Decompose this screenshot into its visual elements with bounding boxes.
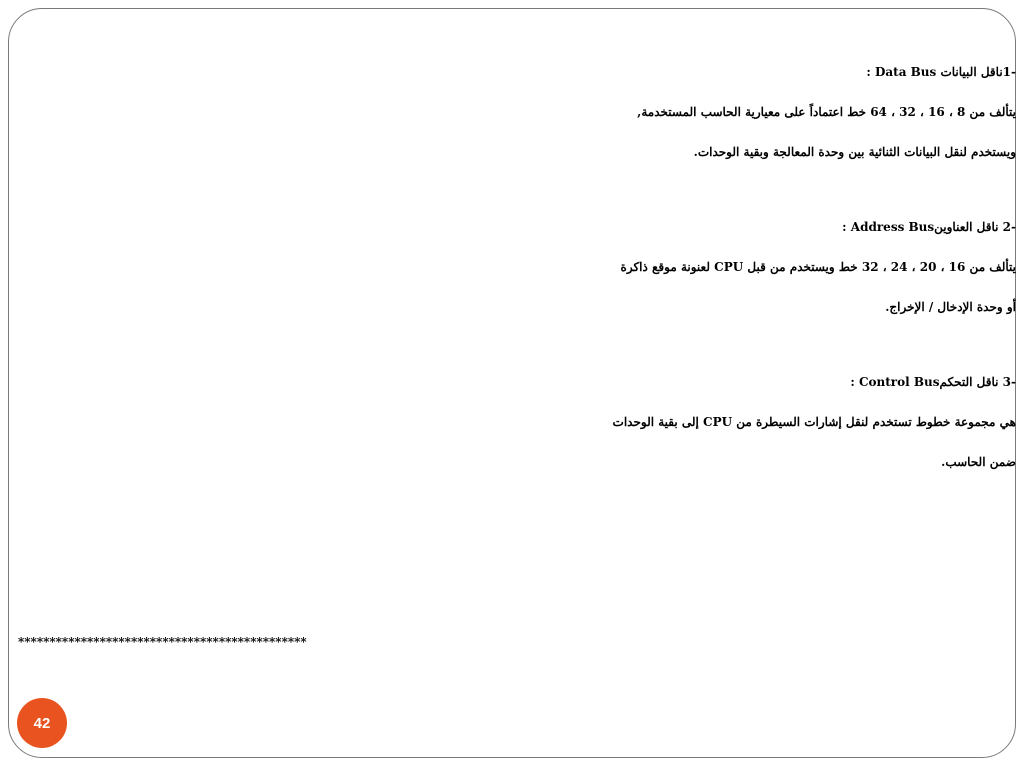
section-heading: -2 ناقل العناوينAddress Bus :	[842, 220, 1016, 234]
section-line: ويستخدم لنقل البيانات الثنائية بين وحدة المعالجة وبقية الوحدات.	[693, 145, 1016, 159]
page-number-badge	[17, 698, 67, 748]
section-line: أو وحدة الإدخال / الإخراج.	[885, 300, 1016, 314]
section-heading: -1ناقل البيانات Data Bus :	[866, 65, 1016, 79]
section-gap	[12, 172, 1016, 207]
section-address-bus	[12, 207, 1016, 327]
section-heading: -3 ناقل التحكمControl Bus :	[850, 375, 1016, 389]
slide-body	[12, 52, 1016, 482]
page-number: 42	[33, 714, 51, 732]
section-gap	[12, 327, 1016, 362]
asterisk-separator: **********************************************	[18, 635, 307, 649]
section-control-bus	[12, 362, 1016, 482]
section-line: هي مجموعة خطوط تستخدم لنقل إشارات السيطرة من CPU إلى بقية الوحدات	[612, 415, 1016, 429]
section-line: يتألف من 8 ، 16 ، 32 ، 64 خط اعتماداً على معيارية الحاسب المستخدمة,	[637, 105, 1016, 119]
section-line: ضمن الحاسب.	[941, 455, 1016, 469]
section-line: يتألف من 16 ، 20 ، 24 ، 32 خط ويستخدم من قبل CPU لعنونة موقع ذاكرة	[620, 260, 1016, 274]
section-data-bus	[12, 52, 1016, 172]
